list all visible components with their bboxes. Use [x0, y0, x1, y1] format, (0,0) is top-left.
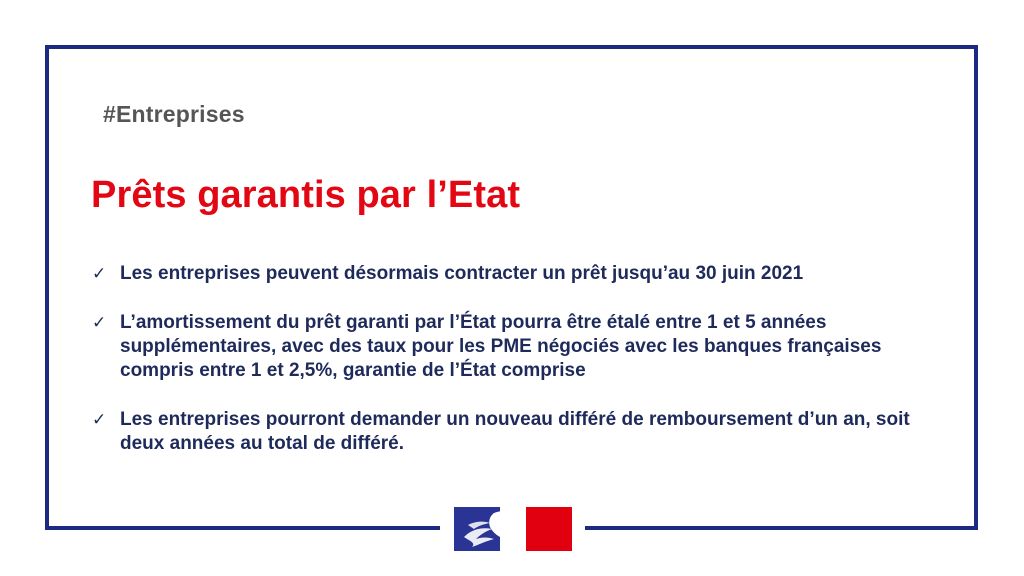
checkmark-icon: ✓	[92, 410, 107, 429]
marianne-logo-icon	[454, 507, 572, 551]
bullet-text: Les entreprises peuvent désormais contracter un prêt jusqu’au 30 juin 2021	[120, 263, 804, 284]
bullet-item	[92, 408, 922, 456]
bullet-list	[92, 262, 922, 456]
bullet-text: L’amortissement du prêt garanti par l’État pourra être étalé entre 1 et 5 années supplémentaires, avec des taux pour les PME négociés avec les banques françaises compris entre 1 et 2,5%, garantie de l’État comprise	[120, 312, 882, 381]
checkmark-icon: ✓	[92, 264, 107, 283]
bullet-item	[92, 262, 922, 286]
checkmark-icon: ✓	[92, 313, 107, 332]
slide-title: Prêts garantis par l’Etat	[91, 174, 521, 216]
hashtag-label: #Entreprises	[103, 101, 245, 127]
bullet-text: Les entreprises pourront demander un nouveau différé de remboursement d’un an, soit deux années au total de différé.	[120, 409, 910, 454]
bullet-item	[92, 311, 922, 383]
